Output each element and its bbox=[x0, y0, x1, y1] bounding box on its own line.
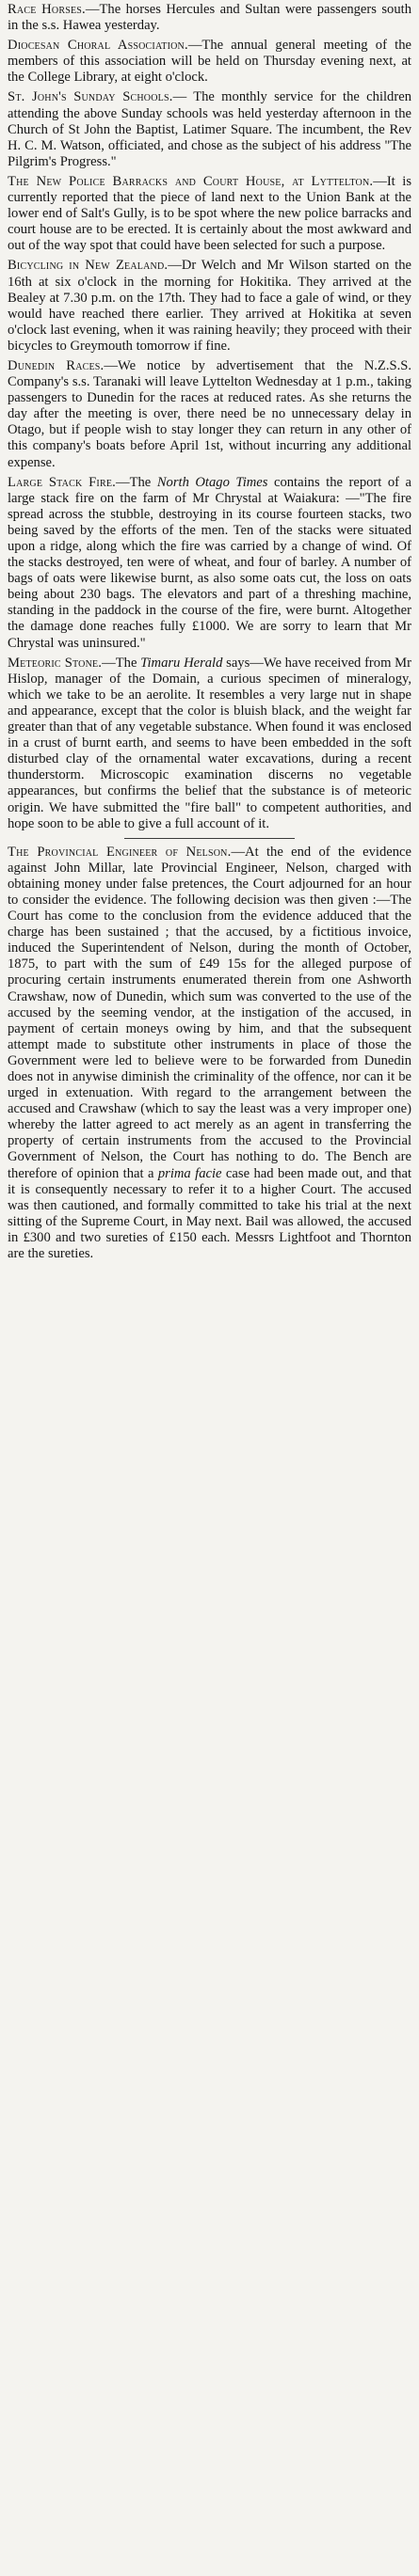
article-provincial-engineer bbox=[8, 845, 411, 1262]
article-heading: The New Police Barracks and Court House, at Lyttelton. bbox=[8, 173, 374, 189]
article-body-post: case had been made out, and that it is consequently necessary to refer it to a higher Court. The accused was then cautioned, and formally committed to take his trial at the next sitting of the Supreme Court, in May next. Bail was allowed, the accused in £300 and two sureties of £150 each. Messrs Lightfoot and Thornton are the sureties. bbox=[8, 1165, 412, 1262]
article-body: —The annual general meeting of the members of this association will be held on Thursday evening next, at the College Library, at eight o'clock. bbox=[8, 38, 411, 86]
article-race-horses bbox=[8, 2, 411, 34]
article-body: —We notice by advertisement that the N.Z.S.S. Company's s.s. Taranaki will leave Lyttelton Wednesday at 1 p.m., taking passengers to Dunedin for the races at reduced rates. As she returns the day after the meeting is over, there need be no unnecessary delay in Otago, but if people wish to stay longer they can return in any other of this company's boats before April 1st, without incurring any additional expense. bbox=[8, 357, 411, 470]
article-dunedin-races bbox=[8, 358, 411, 471]
article-police-barracks bbox=[8, 174, 411, 254]
section-divider bbox=[124, 838, 294, 839]
article-body: —At the end of the evidence against John Millar, late Provincial Engineer, Nelson, charged with obtaining money under false pretences, the Court adjourned for an hour to consider the evidence. The following decision was then given :—The Court has come to the conclusion from the evidence adduced that the charge has been sustained ; that the accused, by a fictitious invoice, induced the Superintendent of Nelson, during the month of October, 1875, to part with the sum of £49 15s for the alleged purpose of procuring certain instruments enumerated therein from one Ashworth Crawshaw, now of Dunedin, which sum was converted to the use of the accused by the seeming vendor, at the instigation of the accused, in payment of certain moneys owing by him, and that the subsequent attempt made to substitute other instruments in place of those the Government were led to believe were to be forwarded from Dunedin does not in anywise diminish the criminality of the offence, nor can it be urged in extenuation. With regard to the arrangement between the accused and Crawshaw (which to say the least was a very improper one) whereby the latter agreed to act merely as an agent in transferring the property of certain instruments from the accused to the Provincial Government of Nelson, the Court has nothing to do. The Bench are therefore of opinion that a bbox=[8, 844, 412, 1181]
article-st-johns bbox=[8, 89, 411, 169]
article-heading: Dunedin Races. bbox=[8, 357, 105, 373]
article-body: says—We have received from Mr Hislop, manager of the Domain, a curious specimen of mineralogy, which we take to be an aerolite. It resembles a very large nut in shape and appearance, except that the color is bluish black, and the weight far greater than that of any vegetable substance. When found it was enclosed in a crust of burnt earth, and seems to have been embedded in the soft disturbed clay of the ornamental water excavations, during a recent thunderstorm. Microscopic examination discerns no vegetable appearances, but confirms the belief that the substance is of meteoric origin. We have submitted the "fire ball" to competent authorities, and hope soon to be able to give a full account of it. bbox=[8, 655, 411, 831]
article-heading: Large Stack Fire. bbox=[8, 474, 116, 490]
newspaper-title: North Otago Times bbox=[156, 474, 268, 490]
article-bicycling bbox=[8, 258, 411, 355]
latin-phrase: prima facie bbox=[157, 1165, 222, 1181]
article-body: —The horses Hercules and Sultan were passengers south in the s.s. Hawea yesterday. bbox=[8, 2, 411, 34]
article-body: contains the report of a large stack fire on the farm of Mr Chrystal at Waiakura: —"The fire spread across the stubble, destroying in its course fourteen stacks, two being saved by the efforts of the men. Ten of the stacks were situated upon a ridge, along which the fire was carried by a change of wind. Of the stacks destroyed, ten were of wheat, and four of barley. A number of bags of oats were likewise burnt, as also some oats cut, the loss on oats being about 230 bags. The elevators and part of a threshing machine, standing in the paddock in the course of the fire, were burnt. Altogether the damage done reaches fully £1000. We are sorry to learn that Mr Chrystal was uninsured." bbox=[8, 474, 412, 651]
article-stack-fire bbox=[8, 475, 411, 652]
article-heading: Bicycling in New Zealand. bbox=[8, 258, 169, 274]
article-heading: Meteoric Stone. bbox=[8, 655, 103, 671]
newspaper-title: Timaru Herald bbox=[140, 655, 223, 671]
article-body-pre: —The bbox=[116, 474, 157, 490]
article-body: —It is currently reported that the piece of land next to the Union Bank at the lower end of Salt's Gully, is to be spot where the new police barracks and court house are to be erected. It is certainly about the most awkward and out of the way spot that could have been selected for such a purpose. bbox=[8, 173, 412, 254]
article-heading: Race Horses. bbox=[8, 2, 86, 17]
article-heading: St. John's Sunday Schools. bbox=[8, 89, 173, 105]
article-body-pre: —The bbox=[102, 655, 141, 671]
article-meteoric-stone bbox=[8, 656, 411, 832]
news-column bbox=[0, 0, 419, 1262]
article-heading: Diocesan Choral Association. bbox=[8, 38, 188, 54]
article-body: —Dr Welch and Mr Wilson started on the 16th at six o'clock in the morning for Hokitika. They arrived at the Bealey at 7.30 p.m. on the 17th. They had to face a gale of wind, or they would have reached there earlier. They arrived at Hokitika at seven o'clock last evening, when it was raining heavily; they proceed with their bicycles to Greymouth tomorrow if fine. bbox=[8, 258, 411, 354]
article-diocesan-choral bbox=[8, 38, 411, 86]
article-body: — The monthly service for the children attending the above Sunday schools was held yesterday afternoon in the Church of St John the Baptist, Latimer Square. The incumbent, the Rev H. C. M. Watson, officiated, and chose as the subject of his address "The Pilgrim's Progress." bbox=[8, 89, 411, 169]
article-heading: The Provincial Engineer of Nelson. bbox=[8, 844, 232, 860]
